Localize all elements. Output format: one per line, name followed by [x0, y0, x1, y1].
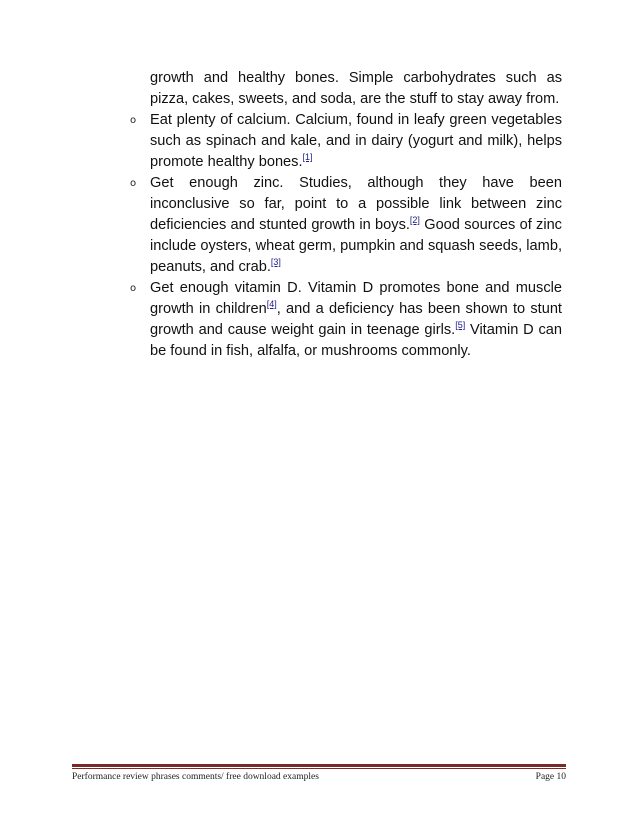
- page-number: Page 10: [535, 772, 566, 782]
- footer-divider-thin: [72, 768, 566, 769]
- bullet-icon: o: [130, 283, 137, 294]
- footer-divider: [72, 764, 566, 767]
- bullet-icon: o: [130, 115, 137, 126]
- reference-link-5[interactable]: [5]: [455, 320, 466, 331]
- reference-link-1[interactable]: [1]: [302, 152, 313, 163]
- body-content: [130, 68, 562, 362]
- item-text: Get enough vitamin D. Vitamin D promotes bone and muscle growth in children: [150, 280, 562, 317]
- reference-link-4[interactable]: [4]: [266, 299, 277, 310]
- item-text-end: Vitamin D can be found in fish, alfalfa, or mushrooms commonly.: [150, 322, 562, 359]
- list-item-calcium: [130, 110, 562, 173]
- list-item-vitamin-d: [130, 278, 562, 362]
- reference-link-2[interactable]: [2]: [409, 215, 420, 226]
- footer-title: Performance review phrases comments/ free download examples: [72, 772, 319, 782]
- bullet-icon: o: [130, 178, 137, 189]
- list-item-zinc: [130, 173, 562, 278]
- item-text-continued: , and a deficiency has been shown to stunt growth and cause weight gain in teenage girls.: [150, 301, 562, 338]
- item-text: Eat plenty of calcium. Calcium, found in leafy green vegetables such as spinach and kale, and in dairy (yogurt and milk), helps promote healthy bones.: [150, 112, 562, 170]
- item-text: Get enough zinc. Studies, although they have been inconclusive so far, point to a possible link between zinc deficiencies and stunted growth in boys.: [150, 175, 562, 233]
- page-footer: [72, 772, 566, 782]
- continuation-paragraph: growth and healthy bones. Simple carbohydrates such as pizza, cakes, sweets, and soda, are the stuff to stay away from.: [150, 70, 562, 107]
- item-text-continued: Good sources of zinc include oysters, wheat germ, pumpkin and squash seeds, lamb, peanuts, and crab.: [150, 217, 562, 275]
- reference-link-3[interactable]: [3]: [270, 257, 281, 268]
